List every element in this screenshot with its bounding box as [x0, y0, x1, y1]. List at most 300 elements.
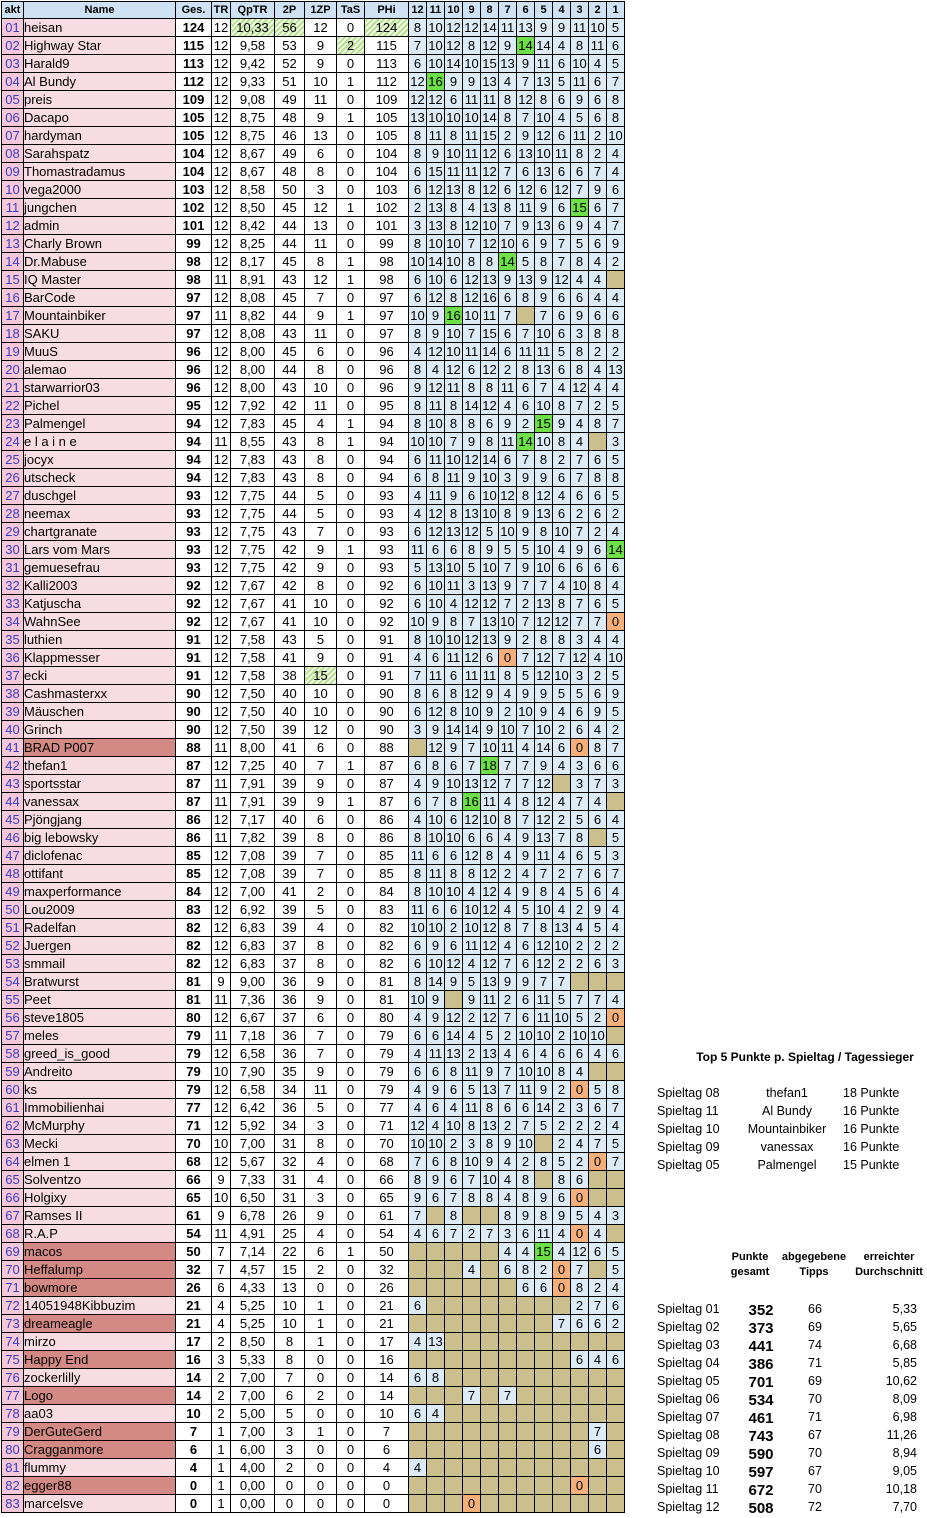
matchday-score: 5: [589, 1081, 607, 1099]
matchday-score: 8: [409, 235, 427, 253]
total-points: 10: [176, 1405, 212, 1423]
matchday-score: 7: [589, 1297, 607, 1315]
match-days: 11: [212, 1027, 231, 1045]
matchday-score: [481, 1477, 499, 1495]
matchday-score: 5: [589, 919, 607, 937]
matchday-score: [535, 1441, 553, 1459]
quota-cell: 6,58: [231, 1081, 275, 1099]
rank-cell: 40: [2, 721, 24, 739]
matchday-score: 12: [554, 272, 569, 287]
matchday-score: 12: [482, 956, 497, 971]
two-point-cell: 50: [275, 181, 305, 199]
quota-cell: 8,67: [231, 163, 275, 181]
matchday-score: 14: [536, 1100, 551, 1115]
matchday-score: 13: [500, 56, 515, 71]
table-row: [2, 235, 625, 253]
quota-cell: 5,25: [231, 1315, 275, 1333]
match-days: 12: [212, 505, 231, 523]
matchday-score: 11: [499, 19, 517, 37]
matchday-score: [445, 991, 463, 1009]
two-point-cell: 39: [275, 829, 305, 847]
matchday-score: 12: [554, 614, 569, 629]
matchday-score: 6: [553, 739, 571, 757]
matchday-score: 6: [409, 1369, 427, 1387]
match-days: 12: [212, 199, 231, 217]
matchday-score: 11: [463, 937, 481, 955]
quota-cell: 4,91: [231, 1225, 275, 1243]
matchday-score: 6: [409, 1405, 427, 1423]
two-point-cell: 36: [275, 991, 305, 1009]
stats-header-tips-2: Tipps: [799, 1266, 829, 1278]
matchday-score: 13: [428, 200, 443, 215]
matchday-score: 7: [571, 991, 589, 1009]
matchday-score: 5: [607, 487, 625, 505]
points-high: 14: [365, 1387, 409, 1405]
matchday-score: 8: [409, 1171, 427, 1189]
matchday-score: 6: [589, 73, 607, 91]
rank-cell: 56: [2, 1009, 24, 1027]
match-days: 12: [212, 865, 231, 883]
matchday-score: [445, 1441, 463, 1459]
matchday-score: 8: [481, 1189, 499, 1207]
stats-day: Spieltag 09: [657, 1446, 720, 1460]
top5-panel: [657, 1048, 927, 1178]
points-high: 97: [365, 325, 409, 343]
matchday-score: 4: [553, 757, 571, 775]
matchday-score: [571, 1441, 589, 1459]
two-point-cell: 25: [275, 1225, 305, 1243]
matchday-score: 2: [553, 1081, 571, 1099]
matchday-score: 7: [535, 379, 553, 397]
matchday-score: 10: [428, 110, 443, 125]
points-high: 81: [365, 973, 409, 991]
one-diff-cell: 6: [305, 811, 337, 829]
quota-cell: 5,92: [231, 1117, 275, 1135]
player-name: admin: [24, 217, 176, 235]
stats-tips: 74: [808, 1338, 822, 1352]
one-diff-cell: 10: [305, 685, 337, 703]
matchday-score: 13: [482, 74, 497, 89]
matchday-score: 11: [427, 487, 445, 505]
daily-win-cell: 1: [337, 541, 365, 559]
matchday-score: 10: [536, 1064, 551, 1079]
matchday-score: 8: [553, 631, 571, 649]
one-diff-cell: 4: [305, 1171, 337, 1189]
matchday-score: 14: [482, 20, 497, 35]
matchday-score: 8: [607, 325, 625, 343]
total-points: 16: [176, 1351, 212, 1369]
matchday-score: 9: [499, 1135, 517, 1153]
player-name: Kalli2003: [24, 577, 176, 595]
matchday-score: 6: [481, 415, 499, 433]
matchday-score: 6: [517, 1279, 535, 1297]
matchday-score: 8: [607, 109, 625, 127]
points-high: 6: [365, 1441, 409, 1459]
matchday-score: 6: [409, 55, 427, 73]
table-row: [2, 73, 625, 91]
match-days: 12: [212, 379, 231, 397]
matchday-score: 12: [410, 74, 425, 89]
matchday-score: 8: [499, 91, 517, 109]
match-days: 9: [212, 1207, 231, 1225]
table-row: [2, 397, 625, 415]
match-days: 1: [212, 1441, 231, 1459]
match-days: 11: [212, 793, 231, 811]
points-high: 82: [365, 919, 409, 937]
player-name: IQ Master: [24, 271, 176, 289]
daily-win-cell: 1: [337, 415, 365, 433]
matchday-score: [517, 1333, 535, 1351]
matchday-score: [589, 1459, 607, 1477]
table-row: [2, 811, 625, 829]
matchday-score: 12: [536, 614, 551, 629]
matchday-score: 10: [428, 416, 443, 431]
matchday-score: 6: [535, 1279, 553, 1297]
header-cell: 9: [463, 2, 481, 19]
two-point-cell: 52: [275, 55, 305, 73]
matchday-score: 6: [571, 163, 589, 181]
points-high: 92: [365, 613, 409, 631]
matchday-score: 2: [499, 1027, 517, 1045]
match-days: 2: [212, 1333, 231, 1351]
two-point-cell: 53: [275, 37, 305, 55]
quota-cell: 8,25: [231, 235, 275, 253]
player-name: R.A.P: [24, 1225, 176, 1243]
total-points: 97: [176, 307, 212, 325]
matchday-score: 12: [428, 344, 443, 359]
total-points: 93: [176, 541, 212, 559]
two-point-cell: 39: [275, 901, 305, 919]
matchday-score: 9: [535, 685, 553, 703]
matchday-score: 6: [553, 1189, 571, 1207]
matchday-score: 9: [535, 757, 553, 775]
matchday-score: 7: [409, 1207, 427, 1225]
stats-avg: 6,68: [892, 1338, 917, 1352]
matchday-score: 9: [463, 433, 481, 451]
matchday-score: 8: [445, 613, 463, 631]
matchday-score: 5: [535, 1117, 553, 1135]
matchday-score: 11: [463, 1099, 481, 1117]
daily-win-cell: 0: [337, 919, 365, 937]
matchday-score: [445, 1459, 463, 1477]
matchday-score: 5: [571, 1009, 589, 1027]
matchday-score: 0: [553, 1261, 571, 1279]
matchday-score: 2: [499, 865, 517, 883]
rank-cell: 15: [2, 271, 24, 289]
quota-cell: 7,50: [231, 721, 275, 739]
matchday-score: 2: [499, 703, 517, 721]
rank-cell: 29: [2, 523, 24, 541]
matchday-score: [499, 1279, 517, 1297]
matchday-score: 5: [517, 901, 535, 919]
matchday-score: 4: [499, 793, 517, 811]
matchday-score: 7: [535, 307, 553, 325]
matchday-score: 4: [589, 1351, 607, 1369]
matchday-score: 9: [589, 703, 607, 721]
matchday-score: 8: [499, 199, 517, 217]
matchday-score: 4: [553, 1225, 571, 1243]
match-days: 12: [212, 73, 231, 91]
quota-cell: 7,92: [231, 397, 275, 415]
matchday-score: 10: [428, 632, 443, 647]
matchday-score: 10: [410, 1136, 425, 1151]
matchday-score: 4: [499, 1189, 517, 1207]
rank-cell: 21: [2, 379, 24, 397]
matchday-score: 7: [499, 307, 517, 325]
daily-win-cell: 1: [337, 433, 365, 451]
matchday-score: [553, 1495, 571, 1513]
matchday-score: 9: [517, 505, 535, 523]
matchday-score: 10: [428, 236, 443, 251]
matchday-score: 7: [463, 739, 481, 757]
matchday-score: 7: [499, 163, 517, 181]
stats-day: Spieltag 07: [657, 1410, 720, 1424]
matchday-score: 10: [446, 146, 461, 161]
matchday-score: 2: [607, 343, 625, 361]
player-name: MuuS: [24, 343, 176, 361]
matchday-score: 6: [445, 667, 463, 685]
one-diff-cell: 8: [305, 433, 337, 451]
match-days: 12: [212, 19, 231, 37]
rank-cell: 81: [2, 1459, 24, 1477]
matchday-score: 8: [409, 829, 427, 847]
matchday-score: 12: [572, 650, 587, 665]
total-points: 91: [176, 667, 212, 685]
quota-cell: 7,33: [231, 1171, 275, 1189]
rank-cell: 34: [2, 613, 24, 631]
two-point-cell: 42: [275, 541, 305, 559]
matchday-score: 4: [607, 523, 625, 541]
stats-header-tips-1: abgegebene: [781, 1251, 847, 1263]
matchday-score: 9: [481, 1153, 499, 1171]
daily-win-cell: 0: [337, 1135, 365, 1153]
daily-win-cell: 0: [337, 811, 365, 829]
matchday-score: 11: [481, 991, 499, 1009]
stats-tips: 69: [808, 1374, 822, 1388]
matchday-score: 8: [481, 253, 499, 271]
matchday-score: 8: [463, 541, 481, 559]
matchday-score: 10: [536, 110, 551, 125]
rank-cell: 47: [2, 847, 24, 865]
rank-cell: 68: [2, 1225, 24, 1243]
match-days: 1: [212, 1459, 231, 1477]
one-diff-cell: 8: [305, 937, 337, 955]
matchday-score: 11: [535, 1225, 553, 1243]
one-diff-cell: 1: [305, 1333, 337, 1351]
matchday-score: [589, 829, 607, 847]
match-days: 9: [212, 973, 231, 991]
matchday-score: 10: [446, 776, 461, 791]
matchday-score: [517, 1405, 535, 1423]
player-name: Grinch: [24, 721, 176, 739]
header-cell: 4: [553, 2, 571, 19]
matchday-score: 9: [607, 685, 625, 703]
quota-cell: 9,08: [231, 91, 275, 109]
match-days: 12: [212, 55, 231, 73]
matchday-score: 11: [427, 451, 445, 469]
matchday-score: 9: [535, 19, 553, 37]
matchday-score: 3: [571, 667, 589, 685]
matchday-score: 6: [445, 1081, 463, 1099]
matchday-score: 10: [446, 1118, 461, 1133]
total-points: 86: [176, 829, 212, 847]
two-point-cell: 56: [275, 19, 305, 37]
quota-cell: 6,78: [231, 1207, 275, 1225]
matchday-score: 8: [517, 487, 535, 505]
matchday-score: [607, 1027, 625, 1045]
total-points: 93: [176, 505, 212, 523]
matchday-score: 6: [571, 847, 589, 865]
matchday-score: 4: [553, 901, 571, 919]
matchday-score: 12: [428, 92, 443, 107]
match-days: 1: [212, 1495, 231, 1513]
daily-win-cell: 0: [337, 163, 365, 181]
matchday-score: 9: [499, 37, 517, 55]
daily-win-cell: 1: [337, 109, 365, 127]
matchday-score: 11: [571, 127, 589, 145]
matchday-score: [409, 1387, 427, 1405]
matchday-score: 10: [464, 1154, 479, 1169]
matchday-score: 8: [535, 523, 553, 541]
matchday-score: 6: [553, 505, 571, 523]
matchday-score: 8: [463, 253, 481, 271]
matchday-score: 7: [553, 829, 571, 847]
one-diff-cell: 15: [305, 667, 337, 685]
table-row: [2, 793, 625, 811]
table-row: [2, 1351, 625, 1369]
matchday-score: 11: [535, 847, 553, 865]
matchday-score: 3: [571, 1099, 589, 1117]
matchday-score: [607, 1189, 625, 1207]
matchday-score: [553, 1423, 571, 1441]
matchday-score: 9: [427, 775, 445, 793]
matchday-score: 14: [428, 254, 443, 269]
matchday-score: 6: [589, 1099, 607, 1117]
rank-cell: 36: [2, 649, 24, 667]
points-high: 96: [365, 343, 409, 361]
two-point-cell: 45: [275, 343, 305, 361]
matchday-score: 0: [553, 1279, 571, 1297]
matchday-score: 6: [427, 541, 445, 559]
daily-win-cell: 0: [337, 667, 365, 685]
daily-win-cell: 0: [337, 145, 365, 163]
quota-cell: 0,00: [231, 1495, 275, 1513]
two-point-cell: 45: [275, 289, 305, 307]
matchday-score: 8: [409, 631, 427, 649]
rank-cell: 25: [2, 451, 24, 469]
one-diff-cell: 0: [305, 1369, 337, 1387]
matchday-score: 10: [446, 236, 461, 251]
two-point-cell: 48: [275, 163, 305, 181]
matchday-score: 12: [464, 272, 479, 287]
two-point-cell: 36: [275, 973, 305, 991]
one-diff-cell: 8: [305, 829, 337, 847]
matchday-score: 2: [571, 1297, 589, 1315]
matchday-score: 13: [536, 506, 551, 521]
rank-cell: 62: [2, 1117, 24, 1135]
matchday-score: 8: [571, 361, 589, 379]
matchday-score: 4: [553, 703, 571, 721]
top5-name: Mountainbiker: [747, 1122, 827, 1136]
matchday-score: 4: [589, 361, 607, 379]
quota-cell: 7,75: [231, 505, 275, 523]
total-points: 91: [176, 631, 212, 649]
rank-cell: 53: [2, 955, 24, 973]
daily-win-cell: 0: [337, 901, 365, 919]
matchday-score: 5: [499, 541, 517, 559]
points-high: 81: [365, 991, 409, 1009]
matchday-score: 8: [517, 361, 535, 379]
two-point-cell: 6: [275, 1387, 305, 1405]
total-points: 81: [176, 991, 212, 1009]
rank-cell: 63: [2, 1135, 24, 1153]
points-high: 113: [365, 55, 409, 73]
total-points: 94: [176, 433, 212, 451]
matchday-score: 7: [607, 415, 625, 433]
table-row: [2, 1153, 625, 1171]
quota-cell: 9,58: [231, 37, 275, 55]
matchday-score: 9: [427, 613, 445, 631]
matchday-score: 13: [446, 1046, 461, 1061]
matchday-score: 6: [589, 487, 607, 505]
matchday-score: 4: [607, 145, 625, 163]
total-points: 103: [176, 181, 212, 199]
matchday-score: 12: [482, 596, 497, 611]
matchday-score: 3: [499, 469, 517, 487]
matchday-score: 10: [518, 1136, 533, 1151]
total-points: 79: [176, 1063, 212, 1081]
matchday-score: 6: [481, 829, 499, 847]
points-high: 66: [365, 1171, 409, 1189]
matchday-score: 6: [517, 1099, 535, 1117]
matchday-score: [481, 1387, 499, 1405]
stats-day: Spieltag 01: [657, 1302, 720, 1316]
stats-avg: 11,26: [886, 1428, 917, 1442]
one-diff-cell: 6: [305, 1009, 337, 1027]
matchday-score: 10: [446, 326, 461, 341]
matchday-score: 13: [482, 200, 497, 215]
daily-win-cell: 0: [337, 1387, 365, 1405]
matchday-score: 6: [427, 685, 445, 703]
table-row: [2, 37, 625, 55]
matchday-score: 13: [428, 560, 443, 575]
matchday-score: 4: [499, 883, 517, 901]
matchday-score: 6: [427, 649, 445, 667]
stats-day: Spieltag 12: [657, 1500, 720, 1514]
stats-pts: 386: [748, 1356, 774, 1373]
player-name: Charly Brown: [24, 235, 176, 253]
table-row: [2, 127, 625, 145]
daily-win-cell: 0: [337, 1117, 365, 1135]
quota-cell: 6,42: [231, 1099, 275, 1117]
quota-cell: 8,00: [231, 739, 275, 757]
total-points: 97: [176, 289, 212, 307]
matchday-score: 13: [536, 164, 551, 179]
daily-win-cell: 0: [337, 1027, 365, 1045]
matchday-score: 7: [517, 1117, 535, 1135]
matchday-score: 6: [427, 1189, 445, 1207]
matchday-score: 13: [482, 614, 497, 629]
one-diff-cell: 12: [305, 199, 337, 217]
matchday-score: 7: [445, 1225, 463, 1243]
matchday-score: 9: [445, 973, 463, 991]
match-days: 12: [212, 1081, 231, 1099]
points-high: 80: [365, 1009, 409, 1027]
two-point-cell: 15: [275, 1261, 305, 1279]
total-points: 71: [176, 1117, 212, 1135]
matchday-score: 4: [553, 487, 571, 505]
matchday-score: 5: [607, 451, 625, 469]
